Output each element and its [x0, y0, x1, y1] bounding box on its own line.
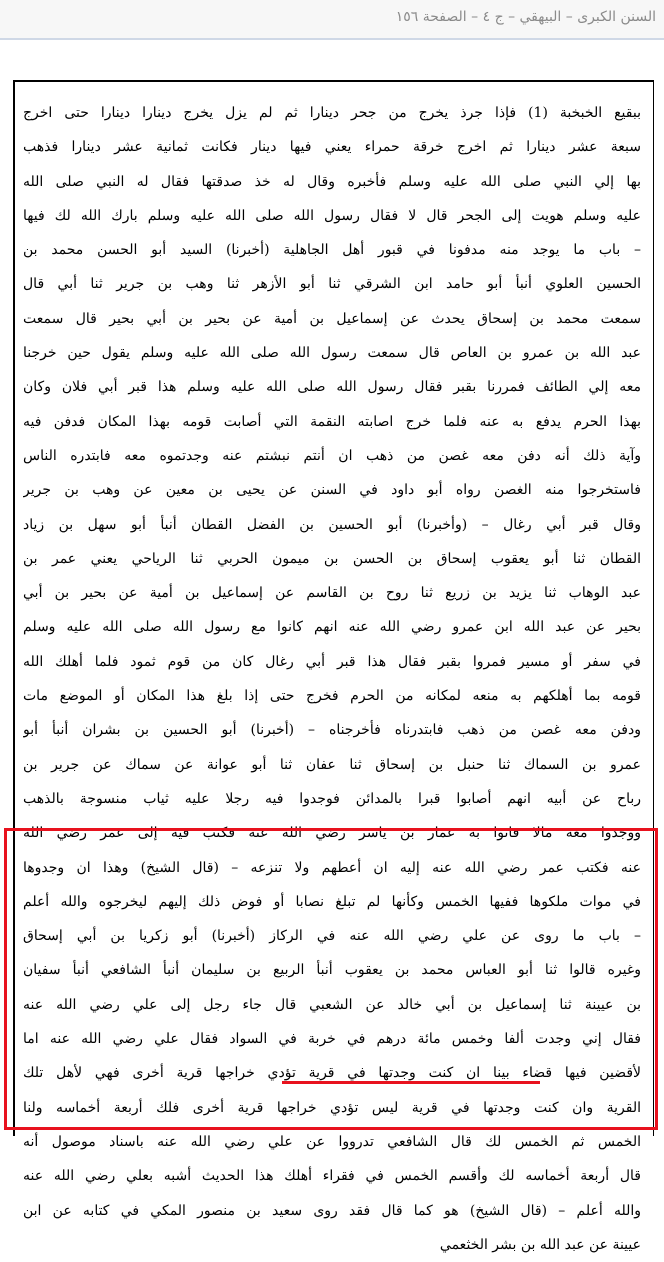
text-line: وغيره قالوا ثنا أبو العباس محمد بن يعقوب أنبأ الربيع بن سليمان أنبأ الشافعي أنبأ سفيان [23, 962, 641, 979]
header-divider [0, 38, 664, 40]
text-line: ووجدوا معه مالا فاتوا به عمار بن ياسر رضي الله عنه فكتب فيه إلى عمر رضي الله [23, 825, 641, 842]
text-line: والله أعلم – (قال الشيخ) هو كما قال فقد روى سعيد بن منصور المكي في كتابه عن ابن [23, 1202, 641, 1219]
text-line: فاستخرجوا منه الغصن رواه أبو داود في السنن عن يحيى بن معين عن وهب بن جرير [23, 482, 641, 499]
text-line: ودفن معه غصن من ذهب فابتدرناه فأخرجناه – (أخبرنا) أبو الحسين بن بشران أنبأ أبو [23, 722, 641, 739]
text-line: عليه وسلم هويت إلى الجحر قال لا فقال رسول الله صلى الله عليه وسلم بارك الله لك فيها [23, 207, 641, 224]
text-line: قال أربعة أخماسه لك وأقسم الخمس في فقراء أهلك هذا الحديث أشبه بعلي رضي الله عنه [23, 1168, 641, 1185]
text-line: عبد الله بن عمرو بن العاص قال سمعت رسول الله صلى الله عليه وسلم يقول حين خرجنا [23, 345, 641, 362]
text-line: الخمس ثم الخمس لك قال الشافعي تدرووا عن علي رضي الله عنه باسناد موصول أنه [23, 1133, 641, 1150]
text-line: في سفر أو مسير فمروا بقبر فقال هذا قبر أبي رغال كان من قوم ثمود فلما أهلك الله [23, 653, 641, 670]
text-line: الحسين العلوي أنبأ أبو حامد ابن الشرقي ثنا أبو الأزهر ثنا وهب بن جرير ثنا أبي قال [23, 276, 641, 293]
text-line: معه إلي الطائف فمررنا بقبر فقال رسول الله صلى الله عليه وسلم هذا قبر أبي فلان وكان [23, 379, 641, 396]
underline-mark [282, 1081, 540, 1084]
text-line: فقال إني وجدت ألفا وخمس مائة درهم في خربة في السواد فقال علي رضي الله عنه اما [23, 1031, 641, 1048]
text-line: بهذا الحرم يدفع به عنه فلما خرج اصابته النقمة التي أصابت قومه بهذا المكان فدفن فيه [23, 413, 641, 430]
text-line: رباح عن أبيه انهم أصابوا قبرا بالمدائن فوجدوا فيه رجلا عليه ثياب منسوجة بالذهب [23, 790, 641, 807]
text-line: بن عيينة ثنا إسماعيل بن أبي خالد عن الشعبي قال جاء رجل إلى علي رضي الله عنه [23, 996, 641, 1013]
text-line: – باب ما يوجد منه مدفونا في قبور أهل الجاهلية (أخبرنا) السيد أبو الحسن محمد بن [23, 242, 641, 259]
text-line: عبد الوهاب ثنا يزيد بن زريع ثنا روح بن القاسم عن إسماعيل بن أمية عن بحير بن أبي [23, 585, 641, 602]
text-line: عيينة عن عبد الله بن بشر الخثعمي [439, 1236, 641, 1253]
text-line: وقال قبر أبي رغال – (وأخبرنا) أبو الحسين بن الفضل القطان أنبأ أبو سهل بن زياد [23, 516, 641, 533]
top-bar [0, 0, 664, 39]
text-line: عمرو بن السماك ثنا حنبل بن إسحاق ثنا عفان ثنا أبو عوانة عن سماك عن جرير بن [23, 756, 641, 773]
text-line: القطان ثنا أبو يعقوب إسحاق بن الحسن بن ميمون الحربي ثنا الرياحي يعني عمر بن [23, 550, 641, 567]
text-line: وآية ذلك أنه دفن معه غصن من ذهب ان أنتم نبشتم عنه وجدتموه معه فابتدره الناس [23, 447, 641, 464]
text-line: سمعت محمد بن إسحاق يحدث عن إسماعيل بن أمية عن بحير بن أبي بحير قال سمعت [23, 310, 641, 327]
text-line: لأقضين فيها قضاء بينا ان كنت وجدتها في قرية تؤدي خراجها قرية أخرى فهي لأهل تلك [23, 1065, 641, 1082]
text-line: عنه فكتب عمر رضي الله عنه إليه ان أعطهم ولا تنزعه – (قال الشيخ) وهذا ان وجدوها [23, 859, 641, 876]
text-line: سبعة عشر دينارا ثم اخرج خرقة حمراء يعني فيها دينار فكانت ثمانية عشر دينارا فذهب [23, 139, 641, 156]
page-header-title: السنن الكبرى – البيهقي – ج ٤ – الصفحة ١٥٦ [395, 9, 656, 25]
text-line: في موات ملكوها ففيها الخمس وكأنها لم تبلغ نصابا أو فوض ذلك إليهم ليخرجوه والله أعلم [23, 893, 641, 910]
text-line: بحير عن عبد الله ابن عمرو رضي الله عنه انهم كانوا مع رسول الله صلى الله عليه وسلم [23, 619, 641, 636]
text-line: – باب ما روى عن علي رضي الله عنه في الركاز (أخبرنا) أبو زكريا بن أبي إسحاق [23, 928, 641, 945]
text-line: بها إلي النبي صلى الله عليه وسلم فأخبره وقال له خذ صدقتها فقال له النبي صلى الله [23, 173, 641, 190]
book-text [23, 96, 641, 1262]
text-line: القرية وان كنت وجدتها في قرية ليس تؤدي خراجها قرية أخرى فلك أربعة أخماسه ولنا [23, 1099, 641, 1116]
text-line: قومه بما أهلكهم به منعه لمكانه من الحرم فخرج حتى إذا بلغ هذا المكان أو الموضع مات [23, 688, 641, 705]
text-line: ببقيع الخبخبة (1) فإذا جرذ يخرج من جحر دينارا ثم لم يزل يخرج دينارا دينارا حتى اخرج [23, 105, 641, 121]
